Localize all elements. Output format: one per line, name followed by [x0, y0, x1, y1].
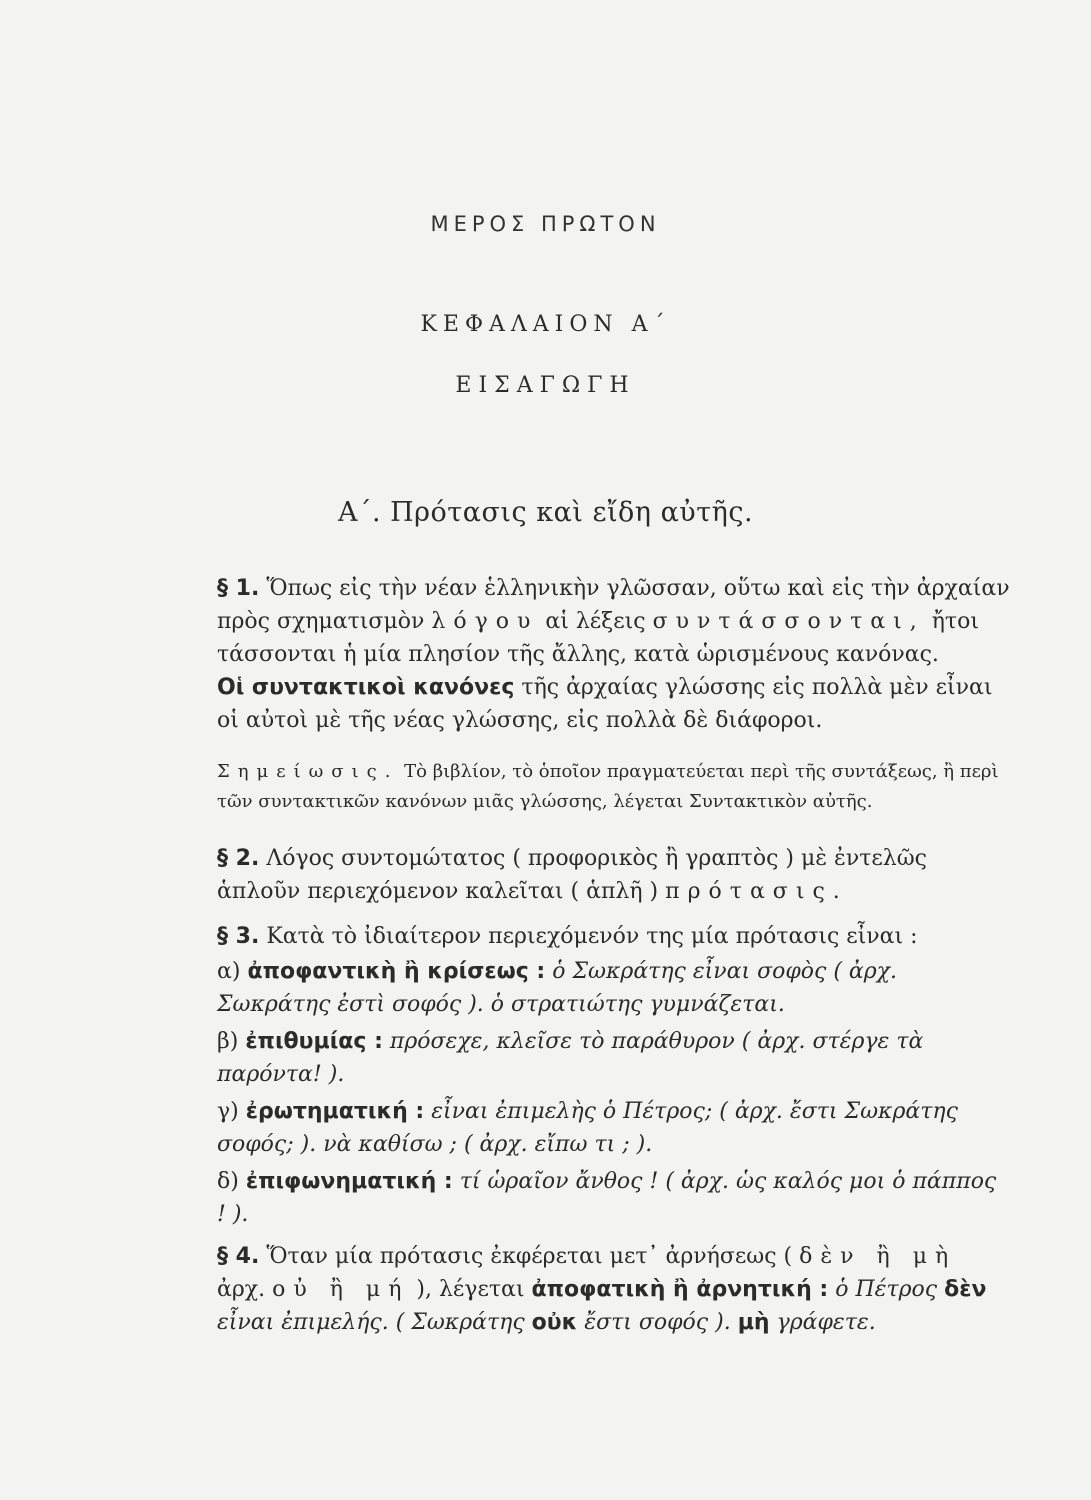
p1-text-e: ἤτοι τάσσονται ἡ μία πλησίον τῆς ἄλλης, κατὰ ὡρισμένους κανόνας.	[217, 609, 979, 667]
p2-spaced-protasis: πρότασις.	[665, 879, 848, 904]
item-c-text: εἶναι ἐπιμελὴς ὁ Πέτρος; ( ἀρχ. ἔστι Σωκράτης σοφός; ). νὰ καθίσω ; ( ἀρχ. εἴπω τι ; ).	[217, 1099, 958, 1157]
section-mark-2: § 2.	[217, 846, 260, 871]
p4-text-a: Ὅταν μία πρότασις ἐκφέρεται μετ᾽ ἀρνήσεως (	[266, 1244, 793, 1269]
p1-text-c: αἱ λέξεις	[545, 609, 646, 634]
p4-bold-term: ἀποφατικὴ ἢ ἀρνητική :	[531, 1277, 829, 1302]
item-c-term: ἐρωτηματική :	[245, 1099, 425, 1124]
p4-text-g: ὁ Πέτρος	[835, 1277, 938, 1302]
section-mark-4: § 4.	[217, 1244, 260, 1269]
paragraph-4	[165, 1240, 1010, 1339]
paragraph-1	[165, 572, 1010, 737]
part-title: ΜΕΡΟΣ ΠΡΩΤΟΝ	[430, 212, 661, 236]
section-title: Α΄. Πρότασις καὶ εἴδη αὐτῆς.	[337, 497, 754, 528]
note-label: Σημείωσις.	[217, 761, 399, 782]
p2-text-a: Λόγος συντομώτατος ( προφορικὸς ἢ γραπτὸς ) μὲ ἐντελῶς ἁπλοῦν περιεχόμενον καλεῖται ( ἁπλῆ )	[217, 846, 928, 904]
p4-text-i: εἶναι ἐπιμελής. ( Σωκράτης	[217, 1310, 525, 1335]
item-b-term: ἐπιθυμίας :	[245, 1029, 383, 1054]
note	[165, 757, 1010, 817]
p4-text-c: ἀρχ.	[217, 1277, 266, 1302]
p4-text-k: ἔστι σοφός ).	[584, 1310, 731, 1335]
item-b-text: πρόσεχε, κλεῖσε τὸ παράθυρον ( ἀρχ. στέργε τὰ παρόντα! ).	[217, 1029, 924, 1087]
p4-bold-ouk: οὐκ	[531, 1310, 578, 1335]
item-c-label: γ)	[217, 1099, 239, 1124]
intro-title: ΕΙΣΑΓΩΓΗ	[455, 373, 636, 398]
item-a-term: ἀποφαντικὴ ἢ κρίσεως :	[247, 959, 546, 984]
p4-bold-den: δὲν	[944, 1277, 987, 1302]
item-d-label: δ)	[217, 1169, 239, 1194]
p1-text-a: Ὅπως εἰς τὴν νέαν ἑλληνικὴν γλῶσσαν, οὕτω καὶ εἰς τὴν ἀρχαίαν πρὸς σχηματισμὸν	[217, 576, 1010, 634]
item-b-label: β)	[217, 1029, 239, 1054]
p4-spaced-den-mi: δὲν ἢ μὴ	[799, 1244, 957, 1269]
section-mark-3: § 3.	[217, 924, 260, 949]
paragraph-2	[165, 842, 1010, 908]
item-d-term: ἐπιφωνηματική :	[245, 1169, 453, 1194]
p4-text-m: γράφετε.	[776, 1310, 876, 1335]
chapter-title: ΚΕΦΑΛΑΙΟΝ Α΄	[420, 312, 671, 337]
p4-text-e: ), λέγεται	[416, 1277, 525, 1302]
paragraph-3	[165, 920, 1010, 1231]
note-text: Τὸ βιβλίον, τὸ ὁποῖον πραγματεύεται περὶ τῆς συντάξεως, ἢ περὶ τῶν συντακτικῶν κανόνων μιᾶς γλώσσης, λέγεται Συντακτικὸν αὐτῆς.	[217, 761, 999, 812]
p1-bold-term: Οἱ συντακτικοὶ κανόνες	[217, 675, 515, 700]
p3-intro: Κατὰ τὸ ἰδιαίτερον περιεχόμενόν της μία πρότασις εἶναι :	[266, 924, 918, 949]
p4-spaced-ou-mi: οὐ ἢ μή	[272, 1277, 410, 1302]
item-a-text: ὁ Σωκράτης εἶναι σοφὸς ( ἀρχ. Σωκράτης ἐστὶ σοφός ). ὁ στρατιώτης γυμνάζεται.	[217, 959, 898, 1017]
section-mark-1: § 1.	[217, 576, 260, 601]
p1-spaced-logou: λόγου	[431, 609, 539, 634]
item-a-label: α)	[217, 959, 241, 984]
p1-text-g: τῆς ἀρχαίας γλώσσης εἰς πολλὰ μὲν εἶναι οἱ αὐτοὶ μὲ τῆς νέας γλώσσης, εἰς πολλὰ δὲ διάφοροι.	[217, 675, 993, 733]
item-d-text: τί ὡραῖον ἄνθος ! ( ἀρχ. ὡς καλός μοι ὁ πάππος ! ).	[217, 1169, 997, 1227]
p4-bold-mi: μὴ	[737, 1310, 770, 1335]
p1-spaced-syntassontai: συντάσσονται,	[652, 609, 925, 634]
